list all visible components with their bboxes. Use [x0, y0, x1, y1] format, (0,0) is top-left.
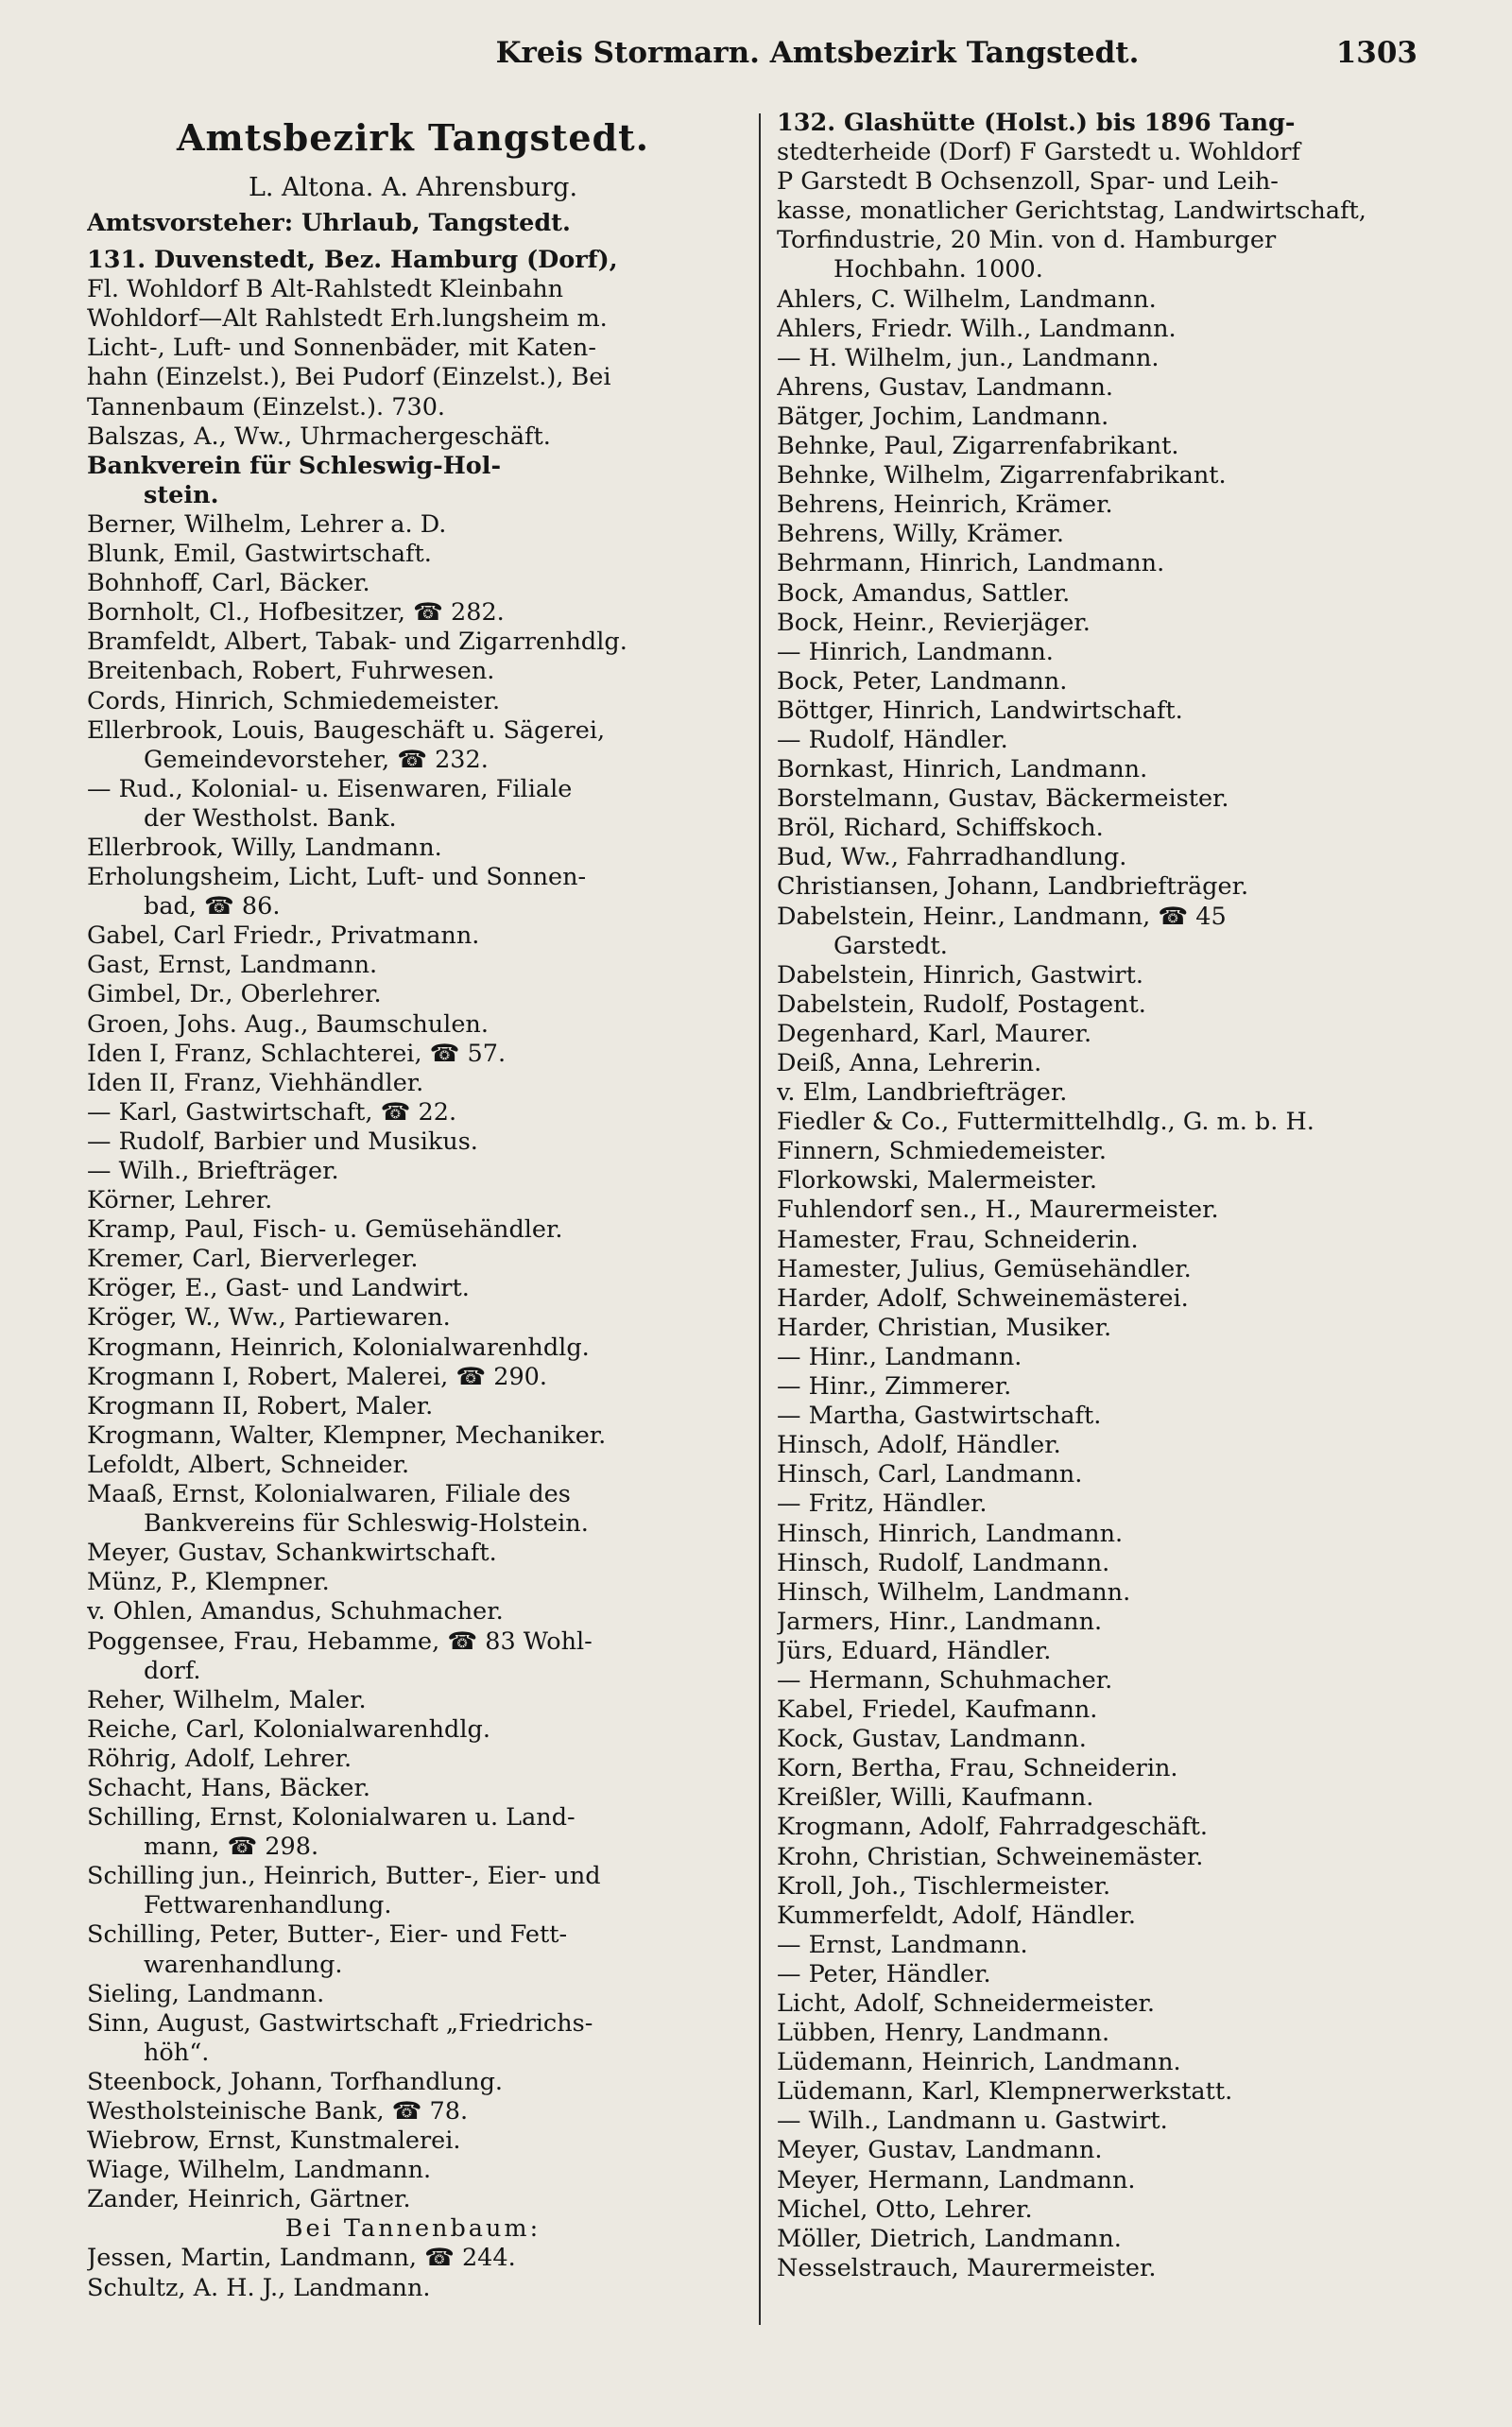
directory-line: Lüdemann, Karl, Klempnerwerkstatt.: [777, 2077, 1233, 2107]
directory-line: Behrmann, Hinrich, Landmann.: [777, 549, 1165, 578]
directory-line: Hinsch, Wilhelm, Landmann.: [777, 1577, 1131, 1607]
directory-line: Kramp, Paul, Fisch- u. Gemüsehändler.: [87, 1215, 563, 1245]
directory-line: Wiage, Wilhelm, Landmann.: [87, 2156, 432, 2185]
directory-line: — Peter, Händler.: [777, 1959, 991, 1988]
directory-line: Kremer, Carl, Bierverleger.: [87, 1245, 419, 1274]
directory-line: — Hinr., Zimmerer.: [777, 1372, 1012, 1402]
directory-line: Gemeindevorsteher, ☎ 232.: [144, 745, 489, 774]
directory-line: — Hinr., Landmann.: [777, 1342, 1022, 1371]
directory-line: — Rud., Kolonial- u. Eisenwaren, Filiale: [87, 774, 573, 803]
directory-line: kasse, monatlicher Gerichtstag, Landwirtschaft,: [777, 197, 1366, 226]
directory-line: Jessen, Martin, Landmann, ☎ 244.: [87, 2244, 516, 2273]
directory-line: Ahlers, C. Wilhelm, Landmann.: [777, 284, 1157, 314]
directory-line: Iden II, Franz, Viehhändler.: [87, 1068, 424, 1097]
directory-line: Finnern, Schmiedemeister.: [777, 1137, 1107, 1166]
directory-line: Schilling jun., Heinrich, Butter-, Eier- und: [87, 1862, 601, 1891]
directory-line: Garstedt.: [833, 931, 948, 960]
directory-line: dorf.: [144, 1656, 201, 1685]
directory-line: Bock, Heinr., Revierjäger.: [777, 608, 1091, 637]
directory-line: Groen, Johs. Aug., Baumschulen.: [87, 1009, 489, 1039]
directory-line: mann, ☎ 298.: [144, 1833, 319, 1862]
directory-line: Schultz, A. H. J., Landmann.: [87, 2273, 431, 2302]
left-entries: [87, 422, 739, 2215]
directory-line: Florkowski, Malermeister.: [777, 1166, 1098, 1196]
directory-line: Behrens, Heinrich, Krämer.: [777, 491, 1113, 520]
directory-line: Berner, Wilhelm, Lehrer a. D.: [87, 509, 447, 539]
directory-line: Hinsch, Hinrich, Landmann.: [777, 1519, 1124, 1548]
directory-line: — Martha, Gastwirtschaft.: [777, 1402, 1102, 1431]
directory-line: Jürs, Eduard, Händler.: [777, 1636, 1052, 1665]
page-number: 1303: [1335, 36, 1418, 70]
directory-line: Krogmann, Adolf, Fahrradgeschäft.: [777, 1813, 1209, 1842]
directory-line: — Karl, Gastwirtschaft, ☎ 22.: [87, 1097, 457, 1127]
directory-line: Nesselstrauch, Maurermeister.: [777, 2253, 1157, 2282]
directory-line: Hinsch, Rudolf, Landmann.: [777, 1548, 1110, 1577]
directory-line: — Ernst, Landmann.: [777, 1930, 1028, 1959]
directory-line: Hinsch, Adolf, Händler.: [777, 1431, 1061, 1460]
directory-line: Schilling, Ernst, Kolonialwaren u. Land-: [87, 1803, 576, 1833]
directory-line: Kreißler, Willi, Kaufmann.: [777, 1783, 1094, 1813]
directory-line: Hamester, Frau, Schneiderin.: [777, 1225, 1139, 1254]
directory-line: Reiche, Carl, Kolonialwarenhdlg.: [87, 1714, 490, 1744]
page-header: [76, 36, 1418, 93]
directory-line: v. Elm, Landbriefträger.: [777, 1078, 1068, 1108]
directory-line: Kummerfeldt, Adolf, Händler.: [777, 1901, 1136, 1930]
directory-line: — H. Wilhelm, jun., Landmann.: [777, 343, 1160, 372]
directory-line: Bock, Amandus, Sattler.: [777, 578, 1071, 608]
directory-line: Kabel, Friedel, Kaufmann.: [777, 1695, 1098, 1725]
directory-line: hahn (Einzelst.), Bei Pudorf (Einzelst.), Bei: [87, 363, 611, 392]
directory-line: Körner, Lehrer.: [87, 1186, 273, 1215]
tannenbaum-entries: [87, 2244, 739, 2302]
directory-line: Münz, P., Klempner.: [87, 1568, 330, 1597]
directory-line: Krohn, Christian, Schweinemäster.: [777, 1842, 1204, 1871]
directory-line: Iden I, Franz, Schlachterei, ☎ 57.: [87, 1039, 507, 1068]
directory-line: Ellerbrook, Willy, Landmann.: [87, 833, 442, 862]
directory-line: Harder, Adolf, Schweinemästerei.: [777, 1283, 1189, 1313]
directory-line: Hinsch, Carl, Landmann.: [777, 1460, 1083, 1489]
directory-line: Gast, Ernst, Landmann.: [87, 951, 378, 980]
directory-line: Meyer, Gustav, Landmann.: [777, 2136, 1103, 2165]
directory-line: Steenbock, Johann, Torfhandlung.: [87, 2067, 504, 2096]
directory-line: Torfindustrie, 20 Min. von d. Hamburger: [777, 226, 1277, 255]
directory-line: Fl. Wohldorf B Alt-Rahlstedt Kleinbahn: [87, 275, 564, 304]
directory-line: Meyer, Hermann, Landmann.: [777, 2165, 1136, 2195]
directory-line: v. Ohlen, Amandus, Schuhmacher.: [87, 1597, 504, 1627]
directory-line: höh“.: [144, 2038, 210, 2067]
directory-line: Behnke, Paul, Zigarrenfabrikant.: [777, 432, 1179, 461]
directory-line: Möller, Dietrich, Landmann.: [777, 2224, 1122, 2253]
directory-line: Maaß, Ernst, Kolonialwaren, Filiale des: [87, 1480, 571, 1509]
directory-line: — Wilh., Landmann u. Gastwirt.: [777, 2107, 1168, 2136]
directory-line: Bramfeldt, Albert, Tabak- und Zigarrenhdlg.: [87, 628, 627, 657]
directory-line: Ahrens, Gustav, Landmann.: [777, 372, 1113, 402]
directory-line: Dabelstein, Hinrich, Gastwirt.: [777, 960, 1143, 990]
directory-line: stedterheide (Dorf) F Garstedt u. Wohldorf: [777, 138, 1300, 167]
directory-line: Bätger, Jochim, Landmann.: [777, 402, 1109, 431]
directory-line: P Garstedt B Ochsenzoll, Spar- und Leih-: [777, 167, 1279, 197]
directory-line: Poggensee, Frau, Hebamme, ☎ 83 Wohl-: [87, 1627, 593, 1656]
district-title: Amtsbezirk Tangstedt.: [177, 116, 649, 159]
running-head: Kreis Stormarn. Amtsbezirk Tangstedt.: [495, 36, 1140, 70]
directory-line: Tannenbaum (Einzelst.). 730.: [87, 392, 446, 422]
section-132-description: [777, 109, 1429, 285]
directory-line: Bornkast, Hinrich, Landmann.: [777, 755, 1148, 784]
directory-line: Gimbel, Dr., Oberlehrer.: [87, 980, 382, 1009]
directory-line: Ahlers, Friedr. Wilh., Landmann.: [777, 314, 1177, 343]
directory-line: Bud, Ww., Fahrradhandlung.: [777, 843, 1127, 872]
column-divider: [759, 113, 761, 2325]
directory-line: Fiedler & Co., Futtermittelhdlg., G. m. b. H.: [777, 1108, 1314, 1137]
directory-line: — Wilh., Briefträger.: [87, 1157, 339, 1185]
directory-line: Röhrig, Adolf, Lehrer.: [87, 1744, 352, 1773]
directory-line: stein.: [144, 480, 219, 509]
directory-line: Zander, Heinrich, Gärtner.: [87, 2185, 411, 2214]
district-subtitle: L. Altona. A. Ahrensburg.: [248, 173, 578, 202]
directory-line: Licht-, Luft- und Sonnenbäder, mit Katen-: [87, 334, 596, 363]
directory-line: Sieling, Landmann.: [87, 1979, 325, 2008]
directory-line: Behnke, Wilhelm, Zigarrenfabrikant.: [777, 461, 1227, 491]
section-131-description: [87, 246, 739, 422]
right-column: [777, 109, 1429, 2283]
directory-line: Kröger, E., Gast- und Landwirt.: [87, 1274, 470, 1303]
directory-line: Dabelstein, Rudolf, Postagent.: [777, 990, 1146, 1019]
directory-line: — Fritz, Händler.: [777, 1489, 988, 1519]
directory-line: Westholsteinische Bank, ☎ 78.: [87, 2097, 469, 2126]
directory-line: Wiebrow, Ernst, Kunstmalerei.: [87, 2126, 461, 2156]
directory-line: Dabelstein, Heinr., Landmann, ☎ 45: [777, 902, 1227, 931]
directory-line: der Westholst. Bank.: [144, 803, 397, 833]
directory-line: Harder, Christian, Musiker.: [777, 1313, 1112, 1342]
directory-line: Fuhlendorf sen., H., Maurermeister.: [777, 1196, 1219, 1225]
directory-line: Schacht, Hans, Bäcker.: [87, 1773, 370, 1802]
directory-line: Krogmann, Walter, Klempner, Mechaniker.: [87, 1420, 607, 1450]
directory-line: — Hinrich, Landmann.: [777, 637, 1054, 666]
directory-line: Reher, Wilhelm, Maler.: [87, 1685, 367, 1714]
directory-line: — Rudolf, Händler.: [777, 725, 1008, 754]
directory-line: Kroll, Joh., Tischlermeister.: [777, 1871, 1111, 1901]
directory-line: Breitenbach, Robert, Fuhrwesen.: [87, 657, 495, 686]
directory-line: Jarmers, Hinr., Landmann.: [777, 1607, 1103, 1636]
district-head-official: Amtsvorsteher: Uhrlaub, Tangstedt.: [87, 209, 571, 237]
directory-line: Böttger, Hinrich, Landwirtschaft.: [777, 696, 1183, 725]
directory-line: Ellerbrook, Louis, Baugeschäft u. Sägerei,: [87, 715, 606, 745]
directory-line: Bankverein für Schleswig-Hol-: [87, 451, 502, 480]
directory-line: — Hermann, Schuhmacher.: [777, 1665, 1113, 1695]
directory-line: Erholungsheim, Licht, Luft- und Sonnen-: [87, 863, 587, 892]
directory-line: Gabel, Carl Friedr., Privatmann.: [87, 921, 480, 951]
directory-line: Bornholt, Cl., Hofbesitzer, ☎ 282.: [87, 598, 505, 628]
directory-line: — Rudolf, Barbier und Musikus.: [87, 1127, 478, 1156]
directory-line: Licht, Adolf, Schneidermeister.: [777, 1989, 1156, 2018]
directory-line: Hamester, Julius, Gemüsehändler.: [777, 1254, 1192, 1283]
directory-line: warenhandlung.: [144, 1950, 343, 1979]
right-entries: [777, 285, 1429, 2283]
directory-line: Bröl, Richard, Schiffskoch.: [777, 814, 1104, 843]
directory-line: Bankvereins für Schleswig-Holstein.: [144, 1509, 589, 1539]
directory-line: Cords, Hinrich, Schmiedemeister.: [87, 686, 501, 715]
directory-line: Krogmann II, Robert, Maler.: [87, 1391, 434, 1420]
directory-line: Kröger, W., Ww., Partiewaren.: [87, 1303, 451, 1333]
directory-line: bad, ☎ 86.: [144, 892, 281, 921]
directory-line: Kock, Gustav, Landmann.: [777, 1725, 1087, 1754]
directory-line: 132. Glashütte (Holst.) bis 1896 Tang-: [777, 109, 1296, 137]
directory-line: Hochbahn. 1000.: [833, 255, 1043, 284]
directory-line: Balszas, A., Ww., Uhrmachergeschäft.: [87, 422, 551, 451]
directory-line: Borstelmann, Gustav, Bäckermeister.: [777, 784, 1229, 814]
directory-line: Lüdemann, Heinrich, Landmann.: [777, 2048, 1181, 2077]
directory-line: Behrens, Willy, Krämer.: [777, 520, 1064, 549]
directory-line: Christiansen, Johann, Landbriefträger.: [777, 872, 1249, 902]
left-column: [87, 109, 739, 2303]
directory-line: Schilling, Peter, Butter-, Eier- und Fett-: [87, 1920, 568, 1950]
directory-line: 131. Duvenstedt, Bez. Hamburg (Dorf),: [87, 246, 618, 275]
directory-line: Bock, Peter, Landmann.: [777, 666, 1068, 696]
directory-line: Lübben, Henry, Landmann.: [777, 2019, 1110, 2048]
directory-line: Wohldorf—Alt Rahlstedt Erh.lungsheim m.: [87, 304, 608, 334]
directory-line: Lefoldt, Albert, Schneider.: [87, 1450, 410, 1479]
directory-line: Meyer, Gustav, Schankwirtschaft.: [87, 1539, 497, 1568]
directory-line: Krogmann, Heinrich, Kolonialwarenhdlg.: [87, 1333, 590, 1362]
directory-line: Michel, Otto, Lehrer.: [777, 2195, 1033, 2224]
directory-line: Krogmann I, Robert, Malerei, ☎ 290.: [87, 1362, 548, 1391]
directory-line: Fettwarenhandlung.: [144, 1891, 392, 1920]
directory-line: Sinn, August, Gastwirtschaft „Friedrichs-: [87, 2008, 593, 2038]
directory-line: Degenhard, Karl, Maurer.: [777, 1019, 1092, 1048]
directory-line: Bohnhoff, Carl, Bäcker.: [87, 569, 370, 598]
directory-line: Blunk, Emil, Gastwirtschaft.: [87, 540, 432, 569]
directory-line: Korn, Bertha, Frau, Schneiderin.: [777, 1754, 1178, 1783]
directory-line: Deiß, Anna, Lehrerin.: [777, 1049, 1042, 1077]
tannenbaum-heading: Bei Tannenbaum:: [284, 2214, 541, 2244]
